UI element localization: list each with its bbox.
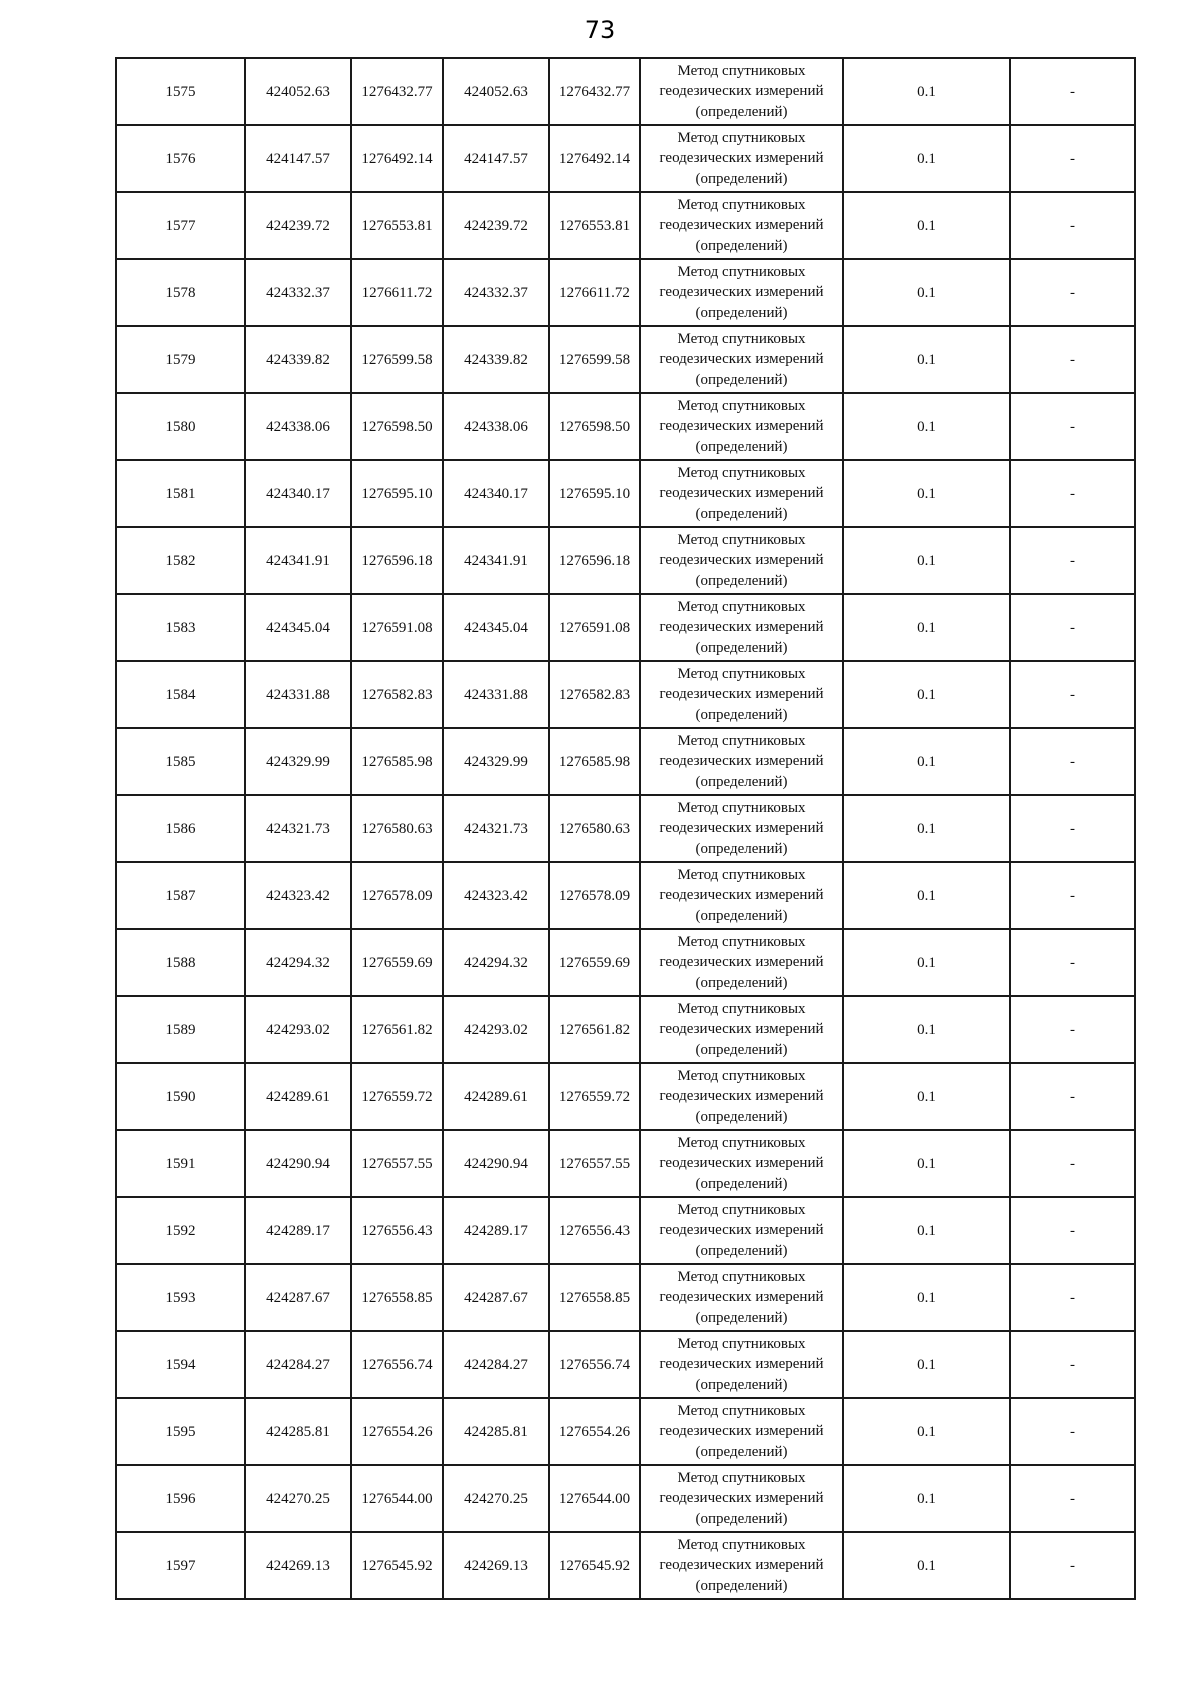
method-line-3: (определений) [695,103,788,120]
accuracy-cell: 0.1 [843,192,1010,259]
table-body [116,58,1135,1599]
table-row [116,862,1135,929]
new-y-cell: 1276582.83 [549,661,640,728]
table-row [116,58,1135,125]
table-row [116,192,1135,259]
point-number-cell: 1576 [116,125,245,192]
note-cell: - [1010,393,1135,460]
new-y-cell: 1276556.74 [549,1331,640,1398]
method-line-3: (определений) [695,907,788,924]
accuracy-cell: 0.1 [843,326,1010,393]
new-y-cell: 1276580.63 [549,795,640,862]
accuracy-cell: 0.1 [843,862,1010,929]
existing-x-cell: 424339.82 [245,326,351,393]
new-y-cell: 1276595.10 [549,460,640,527]
method-cell [640,594,843,661]
accuracy-cell: 0.1 [843,259,1010,326]
existing-x-cell: 424332.37 [245,259,351,326]
method-line-2: геодезических измерений [659,83,824,100]
method-line-1: Метод спутниковых [677,62,806,79]
new-y-cell: 1276611.72 [549,259,640,326]
accuracy-cell: 0.1 [843,125,1010,192]
table-row [116,527,1135,594]
existing-y-cell: 1276559.72 [351,1063,443,1130]
existing-y-cell: 1276582.83 [351,661,443,728]
note-cell: - [1010,862,1135,929]
existing-y-cell: 1276561.82 [351,996,443,1063]
accuracy-cell: 0.1 [843,594,1010,661]
point-number-cell: 1589 [116,996,245,1063]
existing-x-cell: 424287.67 [245,1264,351,1331]
note-cell: - [1010,1398,1135,1465]
accuracy-cell: 0.1 [843,1264,1010,1331]
new-x-cell: 424340.17 [443,460,549,527]
table-row [116,1063,1135,1130]
new-x-cell: 424289.61 [443,1063,549,1130]
point-number-cell: 1581 [116,460,245,527]
method-line-1: Метод спутниковых [677,330,806,347]
method-cell [640,1197,843,1264]
existing-x-cell: 424285.81 [245,1398,351,1465]
existing-y-cell: 1276554.26 [351,1398,443,1465]
accuracy-cell: 0.1 [843,1331,1010,1398]
method-line-1: Метод спутниковых [677,866,806,883]
accuracy-cell: 0.1 [843,1465,1010,1532]
table-row [116,326,1135,393]
method-line-3: (определений) [695,1510,788,1527]
method-line-1: Метод спутниковых [677,196,806,213]
method-line-1: Метод спутниковых [677,1536,806,1553]
table-row [116,661,1135,728]
method-line-1: Метод спутниковых [677,1402,806,1419]
new-y-cell: 1276559.69 [549,929,640,996]
note-cell: - [1010,996,1135,1063]
existing-y-cell: 1276545.92 [351,1532,443,1599]
method-line-3: (определений) [695,572,788,589]
accuracy-cell: 0.1 [843,1197,1010,1264]
coordinates-table [115,57,1136,1600]
point-number-cell: 1584 [116,661,245,728]
table-row [116,125,1135,192]
method-line-1: Метод спутниковых [677,1134,806,1151]
new-x-cell: 424294.32 [443,929,549,996]
new-x-cell: 424269.13 [443,1532,549,1599]
new-y-cell: 1276598.50 [549,393,640,460]
new-x-cell: 424339.82 [443,326,549,393]
new-y-cell: 1276432.77 [549,58,640,125]
method-line-2: геодезических измерений [659,1557,824,1574]
existing-y-cell: 1276544.00 [351,1465,443,1532]
accuracy-cell: 0.1 [843,460,1010,527]
existing-y-cell: 1276556.74 [351,1331,443,1398]
method-line-1: Метод спутниковых [677,933,806,950]
note-cell: - [1010,259,1135,326]
method-line-3: (определений) [695,371,788,388]
method-line-3: (определений) [695,773,788,790]
existing-x-cell: 424341.91 [245,527,351,594]
method-cell [640,795,843,862]
existing-x-cell: 424284.27 [245,1331,351,1398]
method-line-2: геодезических измерений [659,284,824,301]
table-row [116,1130,1135,1197]
method-line-1: Метод спутниковых [677,799,806,816]
method-line-1: Метод спутниковых [677,1000,806,1017]
method-cell [640,862,843,929]
method-line-3: (определений) [695,505,788,522]
table-row [116,259,1135,326]
new-x-cell: 424332.37 [443,259,549,326]
note-cell: - [1010,661,1135,728]
note-cell: - [1010,1264,1135,1331]
method-line-2: геодезических измерений [659,1088,824,1105]
point-number-cell: 1583 [116,594,245,661]
accuracy-cell: 0.1 [843,929,1010,996]
point-number-cell: 1575 [116,58,245,125]
new-x-cell: 424270.25 [443,1465,549,1532]
method-cell [640,1465,843,1532]
method-line-1: Метод спутниковых [677,1335,806,1352]
method-line-1: Метод спутниковых [677,1067,806,1084]
method-line-3: (определений) [695,1577,788,1594]
new-x-cell: 424285.81 [443,1398,549,1465]
accuracy-cell: 0.1 [843,1532,1010,1599]
table-row [116,728,1135,795]
method-line-2: геодезических измерений [659,753,824,770]
new-x-cell: 424323.42 [443,862,549,929]
method-line-3: (определений) [695,974,788,991]
new-y-cell: 1276553.81 [549,192,640,259]
method-cell [640,661,843,728]
point-number-cell: 1579 [116,326,245,393]
method-line-2: геодезических измерений [659,485,824,502]
note-cell: - [1010,1063,1135,1130]
existing-y-cell: 1276432.77 [351,58,443,125]
existing-x-cell: 424293.02 [245,996,351,1063]
note-cell: - [1010,125,1135,192]
method-line-2: геодезических измерений [659,1490,824,1507]
note-cell: - [1010,594,1135,661]
point-number-cell: 1593 [116,1264,245,1331]
accuracy-cell: 0.1 [843,996,1010,1063]
point-number-cell: 1592 [116,1197,245,1264]
accuracy-cell: 0.1 [843,1063,1010,1130]
table-row [116,1398,1135,1465]
note-cell: - [1010,1331,1135,1398]
existing-x-cell: 424052.63 [245,58,351,125]
table-row [116,996,1135,1063]
existing-x-cell: 424147.57 [245,125,351,192]
existing-x-cell: 424345.04 [245,594,351,661]
point-number-cell: 1580 [116,393,245,460]
new-x-cell: 424284.27 [443,1331,549,1398]
existing-y-cell: 1276580.63 [351,795,443,862]
new-y-cell: 1276556.43 [549,1197,640,1264]
method-cell [640,58,843,125]
table-row [116,460,1135,527]
point-number-cell: 1591 [116,1130,245,1197]
method-cell [640,1532,843,1599]
new-y-cell: 1276596.18 [549,527,640,594]
note-cell: - [1010,527,1135,594]
existing-y-cell: 1276556.43 [351,1197,443,1264]
existing-y-cell: 1276591.08 [351,594,443,661]
accuracy-cell: 0.1 [843,1130,1010,1197]
existing-y-cell: 1276585.98 [351,728,443,795]
new-x-cell: 424289.17 [443,1197,549,1264]
note-cell: - [1010,795,1135,862]
method-line-3: (определений) [695,639,788,656]
method-line-2: геодезических измерений [659,1155,824,1172]
note-cell: - [1010,460,1135,527]
method-line-3: (определений) [695,237,788,254]
new-y-cell: 1276492.14 [549,125,640,192]
new-y-cell: 1276599.58 [549,326,640,393]
new-x-cell: 424290.94 [443,1130,549,1197]
note-cell: - [1010,58,1135,125]
point-number-cell: 1577 [116,192,245,259]
existing-x-cell: 424290.94 [245,1130,351,1197]
method-cell [640,393,843,460]
point-number-cell: 1597 [116,1532,245,1599]
existing-x-cell: 424329.99 [245,728,351,795]
method-cell [640,460,843,527]
new-y-cell: 1276545.92 [549,1532,640,1599]
method-line-2: геодезических измерений [659,418,824,435]
new-y-cell: 1276554.26 [549,1398,640,1465]
accuracy-cell: 0.1 [843,661,1010,728]
point-number-cell: 1595 [116,1398,245,1465]
method-cell [640,326,843,393]
table-row [116,1331,1135,1398]
new-x-cell: 424147.57 [443,125,549,192]
accuracy-cell: 0.1 [843,1398,1010,1465]
new-x-cell: 424052.63 [443,58,549,125]
coordinates-table-container [115,57,1134,1600]
existing-x-cell: 424289.61 [245,1063,351,1130]
new-y-cell: 1276561.82 [549,996,640,1063]
table-row [116,594,1135,661]
method-line-2: геодезических измерений [659,887,824,904]
method-line-3: (определений) [695,840,788,857]
method-line-1: Метод спутниковых [677,665,806,682]
existing-x-cell: 424331.88 [245,661,351,728]
table-row [116,1465,1135,1532]
accuracy-cell: 0.1 [843,728,1010,795]
existing-x-cell: 424323.42 [245,862,351,929]
method-line-3: (определений) [695,1041,788,1058]
existing-y-cell: 1276611.72 [351,259,443,326]
new-x-cell: 424293.02 [443,996,549,1063]
new-x-cell: 424329.99 [443,728,549,795]
method-line-2: геодезических измерений [659,619,824,636]
note-cell: - [1010,192,1135,259]
method-line-3: (определений) [695,1108,788,1125]
accuracy-cell: 0.1 [843,527,1010,594]
existing-x-cell: 424294.32 [245,929,351,996]
existing-x-cell: 424239.72 [245,192,351,259]
method-line-3: (определений) [695,1309,788,1326]
point-number-cell: 1587 [116,862,245,929]
existing-y-cell: 1276558.85 [351,1264,443,1331]
method-line-1: Метод спутниковых [677,1201,806,1218]
method-cell [640,192,843,259]
new-x-cell: 424341.91 [443,527,549,594]
existing-y-cell: 1276557.55 [351,1130,443,1197]
note-cell: - [1010,326,1135,393]
accuracy-cell: 0.1 [843,795,1010,862]
method-line-2: геодезических измерений [659,1423,824,1440]
method-cell [640,1398,843,1465]
existing-y-cell: 1276578.09 [351,862,443,929]
existing-x-cell: 424270.25 [245,1465,351,1532]
method-cell [640,125,843,192]
existing-x-cell: 424338.06 [245,393,351,460]
existing-y-cell: 1276598.50 [351,393,443,460]
note-cell: - [1010,1130,1135,1197]
table-row [116,1264,1135,1331]
note-cell: - [1010,728,1135,795]
table-row [116,1197,1135,1264]
new-y-cell: 1276578.09 [549,862,640,929]
method-line-1: Метод спутниковых [677,1268,806,1285]
point-number-cell: 1578 [116,259,245,326]
method-line-2: геодезических измерений [659,686,824,703]
table-row [116,1532,1135,1599]
method-line-2: геодезических измерений [659,552,824,569]
point-number-cell: 1596 [116,1465,245,1532]
method-line-2: геодезических измерений [659,351,824,368]
existing-x-cell: 424269.13 [245,1532,351,1599]
method-line-3: (определений) [695,438,788,455]
method-line-2: геодезических измерений [659,954,824,971]
method-line-3: (определений) [695,170,788,187]
method-cell [640,527,843,594]
method-line-3: (определений) [695,1242,788,1259]
existing-x-cell: 424289.17 [245,1197,351,1264]
accuracy-cell: 0.1 [843,58,1010,125]
table-row [116,393,1135,460]
method-cell [640,1331,843,1398]
method-cell [640,1130,843,1197]
method-line-3: (определений) [695,304,788,321]
new-y-cell: 1276544.00 [549,1465,640,1532]
method-line-3: (определений) [695,1443,788,1460]
method-cell [640,1264,843,1331]
point-number-cell: 1588 [116,929,245,996]
page-number: 73 [584,16,616,44]
existing-x-cell: 424321.73 [245,795,351,862]
note-cell: - [1010,1197,1135,1264]
new-y-cell: 1276558.85 [549,1264,640,1331]
method-cell [640,996,843,1063]
method-line-1: Метод спутниковых [677,732,806,749]
existing-y-cell: 1276599.58 [351,326,443,393]
table-row [116,795,1135,862]
new-y-cell: 1276591.08 [549,594,640,661]
note-cell: - [1010,1532,1135,1599]
method-cell [640,259,843,326]
method-line-1: Метод спутниковых [677,531,806,548]
new-x-cell: 424345.04 [443,594,549,661]
new-x-cell: 424338.06 [443,393,549,460]
new-y-cell: 1276557.55 [549,1130,640,1197]
existing-y-cell: 1276595.10 [351,460,443,527]
method-line-2: геодезических измерений [659,820,824,837]
point-number-cell: 1590 [116,1063,245,1130]
method-line-3: (определений) [695,1376,788,1393]
method-line-2: геодезических измерений [659,1289,824,1306]
new-x-cell: 424287.67 [443,1264,549,1331]
method-line-1: Метод спутниковых [677,464,806,481]
method-cell [640,1063,843,1130]
method-line-1: Метод спутниковых [677,598,806,615]
method-line-2: геодезических измерений [659,150,824,167]
existing-y-cell: 1276553.81 [351,192,443,259]
method-line-1: Метод спутниковых [677,397,806,414]
point-number-cell: 1585 [116,728,245,795]
existing-y-cell: 1276492.14 [351,125,443,192]
method-line-3: (определений) [695,706,788,723]
method-line-3: (определений) [695,1175,788,1192]
note-cell: - [1010,1465,1135,1532]
new-x-cell: 424239.72 [443,192,549,259]
method-line-2: геодезических измерений [659,1222,824,1239]
method-cell [640,728,843,795]
new-x-cell: 424331.88 [443,661,549,728]
method-line-2: геодезических измерений [659,1021,824,1038]
method-line-1: Метод спутниковых [677,263,806,280]
existing-x-cell: 424340.17 [245,460,351,527]
method-line-2: геодезических измерений [659,1356,824,1373]
point-number-cell: 1582 [116,527,245,594]
table-row [116,929,1135,996]
accuracy-cell: 0.1 [843,393,1010,460]
new-y-cell: 1276585.98 [549,728,640,795]
point-number-cell: 1586 [116,795,245,862]
method-cell [640,929,843,996]
method-line-1: Метод спутниковых [677,1469,806,1486]
method-line-1: Метод спутниковых [677,129,806,146]
existing-y-cell: 1276596.18 [351,527,443,594]
point-number-cell: 1594 [116,1331,245,1398]
new-x-cell: 424321.73 [443,795,549,862]
method-line-2: геодезических измерений [659,217,824,234]
existing-y-cell: 1276559.69 [351,929,443,996]
note-cell: - [1010,929,1135,996]
new-y-cell: 1276559.72 [549,1063,640,1130]
